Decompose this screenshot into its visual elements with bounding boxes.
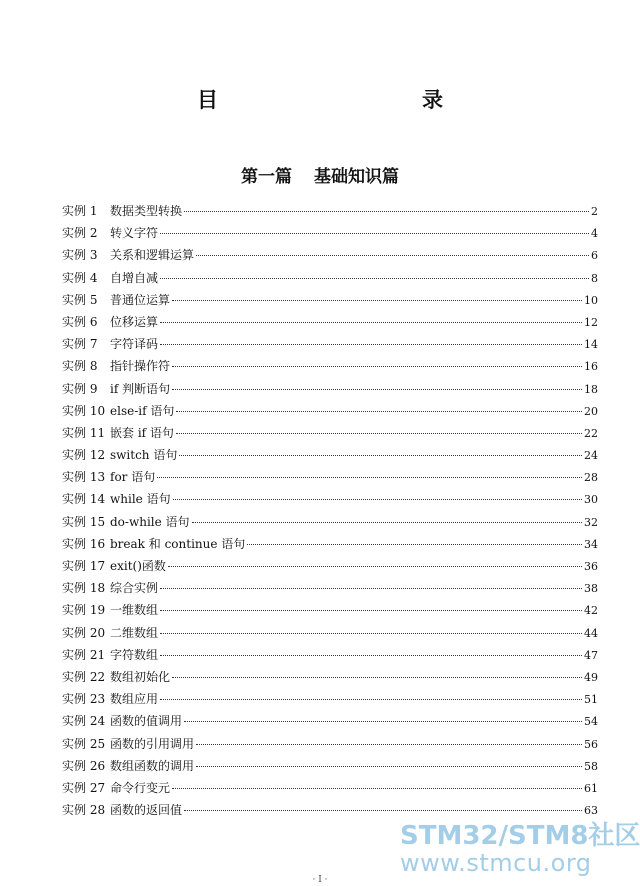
toc-entry-number: 实例 3 xyxy=(62,248,98,263)
dot-leader xyxy=(172,300,582,301)
dot-leader xyxy=(184,211,589,212)
toc-entry-number: 实例 19 xyxy=(62,603,106,618)
toc-entry-page: 47 xyxy=(584,648,598,662)
toc-entry-number: 实例 23 xyxy=(62,692,106,707)
dot-leader xyxy=(160,233,589,234)
toc-entry xyxy=(62,400,598,422)
toc-entry-page: 61 xyxy=(584,781,598,795)
toc-entry xyxy=(62,267,598,289)
toc-entry xyxy=(62,355,598,377)
toc-entry-title: 综合实例 xyxy=(110,581,159,596)
toc-entry-page: 14 xyxy=(584,338,598,352)
toc-entry-page: 8 xyxy=(591,271,598,285)
toc-entry-page: 24 xyxy=(584,449,598,463)
toc-entry xyxy=(62,710,598,732)
dot-leader xyxy=(157,477,582,478)
toc-entry-page: 63 xyxy=(584,804,598,818)
toc-entry-number: 实例 6 xyxy=(62,314,98,329)
toc-entry-number: 实例 10 xyxy=(62,403,106,418)
toc-entry-page: 36 xyxy=(584,560,598,573)
dot-leader xyxy=(168,566,582,567)
toc-entry xyxy=(62,378,598,400)
dot-leader xyxy=(160,655,582,656)
toc-entry-page: 12 xyxy=(584,315,598,329)
toc-entry xyxy=(62,688,598,710)
toc-entry-title: 转义字符 xyxy=(110,226,159,241)
part-name: 基础知识篇 xyxy=(314,167,399,187)
toc-entry-title: 数组应用 xyxy=(110,692,159,707)
toc-entry-number: 实例 24 xyxy=(62,714,106,729)
toc-entry-number: 实例 18 xyxy=(62,581,106,596)
toc-entry-page: 42 xyxy=(584,604,598,618)
dot-leader xyxy=(184,721,582,722)
toc-entry-title: 普通位运算 xyxy=(110,292,171,307)
toc-entry-page: 58 xyxy=(584,759,598,773)
toc-entry-title: 函数的引用调用 xyxy=(110,736,195,751)
dot-leader xyxy=(172,788,582,789)
toc-entry-number: 实例 5 xyxy=(62,292,98,307)
toc-entry-title: 位移运算 xyxy=(110,314,159,329)
toc-entry xyxy=(62,244,598,266)
toc-entry xyxy=(62,488,598,510)
dot-leader xyxy=(160,699,582,700)
toc-entry xyxy=(62,755,598,777)
dot-leader xyxy=(160,278,589,279)
dot-leader xyxy=(247,544,582,545)
part-heading xyxy=(0,162,640,187)
watermark-line2: www.stmcu.org xyxy=(400,849,592,877)
toc-entry xyxy=(62,577,598,599)
toc-entry-page: 54 xyxy=(584,715,598,729)
toc-entry-title: exit()函数 xyxy=(110,559,166,573)
toc-entry-number: 实例 4 xyxy=(62,270,98,285)
toc-entry-page: 10 xyxy=(584,293,598,307)
toc-entry xyxy=(62,666,598,688)
toc-entry-title: 数据类型转换 xyxy=(110,204,183,218)
toc-entry-page: 51 xyxy=(584,693,598,707)
toc-entry-title: 嵌套 if 语句 xyxy=(110,425,174,440)
dot-leader xyxy=(160,633,582,634)
toc-entry-title: 字符译码 xyxy=(110,337,159,352)
toc-entry xyxy=(62,200,598,222)
dot-leader xyxy=(160,322,582,323)
toc-entry-number: 实例 20 xyxy=(62,625,106,640)
toc-entry-title: 指针操作符 xyxy=(110,359,171,374)
toc-entry xyxy=(62,733,598,755)
toc-entry xyxy=(62,533,598,555)
toc-entry-title: else-if 语句 xyxy=(110,403,175,418)
toc-entry-title: for 语句 xyxy=(110,470,156,485)
page-footer: · Ⅰ · xyxy=(312,875,328,885)
toc-entry xyxy=(62,444,598,466)
toc-entry xyxy=(62,622,598,644)
dot-leader xyxy=(173,499,582,500)
toc-entry xyxy=(62,289,598,311)
toc-entry xyxy=(62,422,598,444)
toc-entry-title: if 判断语句 xyxy=(110,381,171,396)
toc-entry-number: 实例 21 xyxy=(62,647,106,662)
toc-entry-title: 二维数组 xyxy=(110,625,159,640)
dot-leader xyxy=(160,610,582,611)
dot-leader xyxy=(196,766,582,767)
toc-entry-number: 实例 1 xyxy=(62,204,98,218)
toc-entry-number: 实例 28 xyxy=(62,803,106,818)
dot-leader xyxy=(184,810,582,811)
toc-entry-title: 函数的返回值 xyxy=(110,803,183,818)
toc-entry-page: 56 xyxy=(584,737,598,751)
toc-entry-page: 28 xyxy=(584,471,598,485)
toc-entry xyxy=(62,799,598,821)
toc-entry xyxy=(62,222,598,244)
toc-entry xyxy=(62,555,598,577)
toc-entry-page: 49 xyxy=(584,670,598,684)
toc-entry xyxy=(62,777,598,799)
toc-entry-title: 关系和逻辑运算 xyxy=(110,248,195,263)
toc-list xyxy=(62,200,598,821)
toc-entry-number: 实例 13 xyxy=(62,470,106,485)
toc-entry-title: while 语句 xyxy=(110,492,171,507)
toc-entry xyxy=(62,511,598,533)
toc-entry xyxy=(62,311,598,333)
part-number: 第一篇 xyxy=(241,167,292,187)
toc-entry-number: 实例 12 xyxy=(62,448,106,463)
watermark xyxy=(400,823,640,875)
toc-entry-title: 函数的值调用 xyxy=(110,714,183,729)
dot-leader xyxy=(196,255,589,256)
toc-entry-title: 命令行变元 xyxy=(110,780,171,795)
toc-entry-number: 实例 9 xyxy=(62,381,98,396)
toc-entry-title: 数组初始化 xyxy=(110,669,171,684)
toc-entry-page: 30 xyxy=(584,493,598,507)
toc-entry-number: 实例 22 xyxy=(62,669,106,684)
dot-leader xyxy=(172,389,582,390)
toc-entry-page: 34 xyxy=(584,537,598,551)
dot-leader xyxy=(192,522,582,523)
watermark-line1: STM32/STM8社区 xyxy=(400,821,640,851)
toc-entry-number: 实例 27 xyxy=(62,780,106,795)
toc-entry-title: 一维数组 xyxy=(110,603,159,618)
dot-leader xyxy=(176,433,582,434)
dot-leader xyxy=(196,744,582,745)
dot-leader xyxy=(160,588,582,589)
toc-entry-page: 18 xyxy=(584,382,598,396)
toc-entry xyxy=(62,644,598,666)
toc-entry-title: 数组函数的调用 xyxy=(110,758,195,773)
toc-entry-title: break 和 continue 语句 xyxy=(110,536,246,551)
dot-leader xyxy=(172,366,582,367)
toc-entry-title: 自增自减 xyxy=(110,270,159,285)
toc-entry-number: 实例 25 xyxy=(62,736,106,751)
toc-entry xyxy=(62,599,598,621)
toc-entry-page: 32 xyxy=(584,515,598,529)
toc-entry-page: 4 xyxy=(591,227,598,241)
toc-entry-title: 字符数组 xyxy=(110,647,159,662)
dot-leader xyxy=(160,344,582,345)
toc-entry-page: 2 xyxy=(591,205,598,218)
toc-entry-number: 实例 15 xyxy=(62,514,106,529)
toc-entry-page: 16 xyxy=(584,360,598,374)
toc-entry-number: 实例 17 xyxy=(62,559,106,573)
dot-leader xyxy=(172,677,582,678)
toc-entry-number: 实例 26 xyxy=(62,758,106,773)
toc-entry-page: 20 xyxy=(584,404,598,418)
toc-entry-title: do-while 语句 xyxy=(110,514,190,529)
toc-entry xyxy=(62,333,598,355)
toc-entry-page: 44 xyxy=(584,626,598,640)
toc-entry-number: 实例 14 xyxy=(62,492,106,507)
toc-entry-number: 实例 7 xyxy=(62,337,98,352)
dot-leader xyxy=(179,455,582,456)
toc-entry-page: 22 xyxy=(584,426,598,440)
toc-entry-page: 38 xyxy=(584,582,598,596)
toc-entry-title: switch 语句 xyxy=(110,448,178,463)
toc-entry-page: 6 xyxy=(591,249,598,263)
toc-title: 目 录 xyxy=(197,87,497,112)
toc-entry-number: 实例 16 xyxy=(62,536,106,551)
toc-entry xyxy=(62,466,598,488)
toc-entry-number: 实例 11 xyxy=(62,425,106,440)
dot-leader xyxy=(176,411,582,412)
toc-entry-number: 实例 2 xyxy=(62,226,98,241)
toc-entry-number: 实例 8 xyxy=(62,359,98,374)
